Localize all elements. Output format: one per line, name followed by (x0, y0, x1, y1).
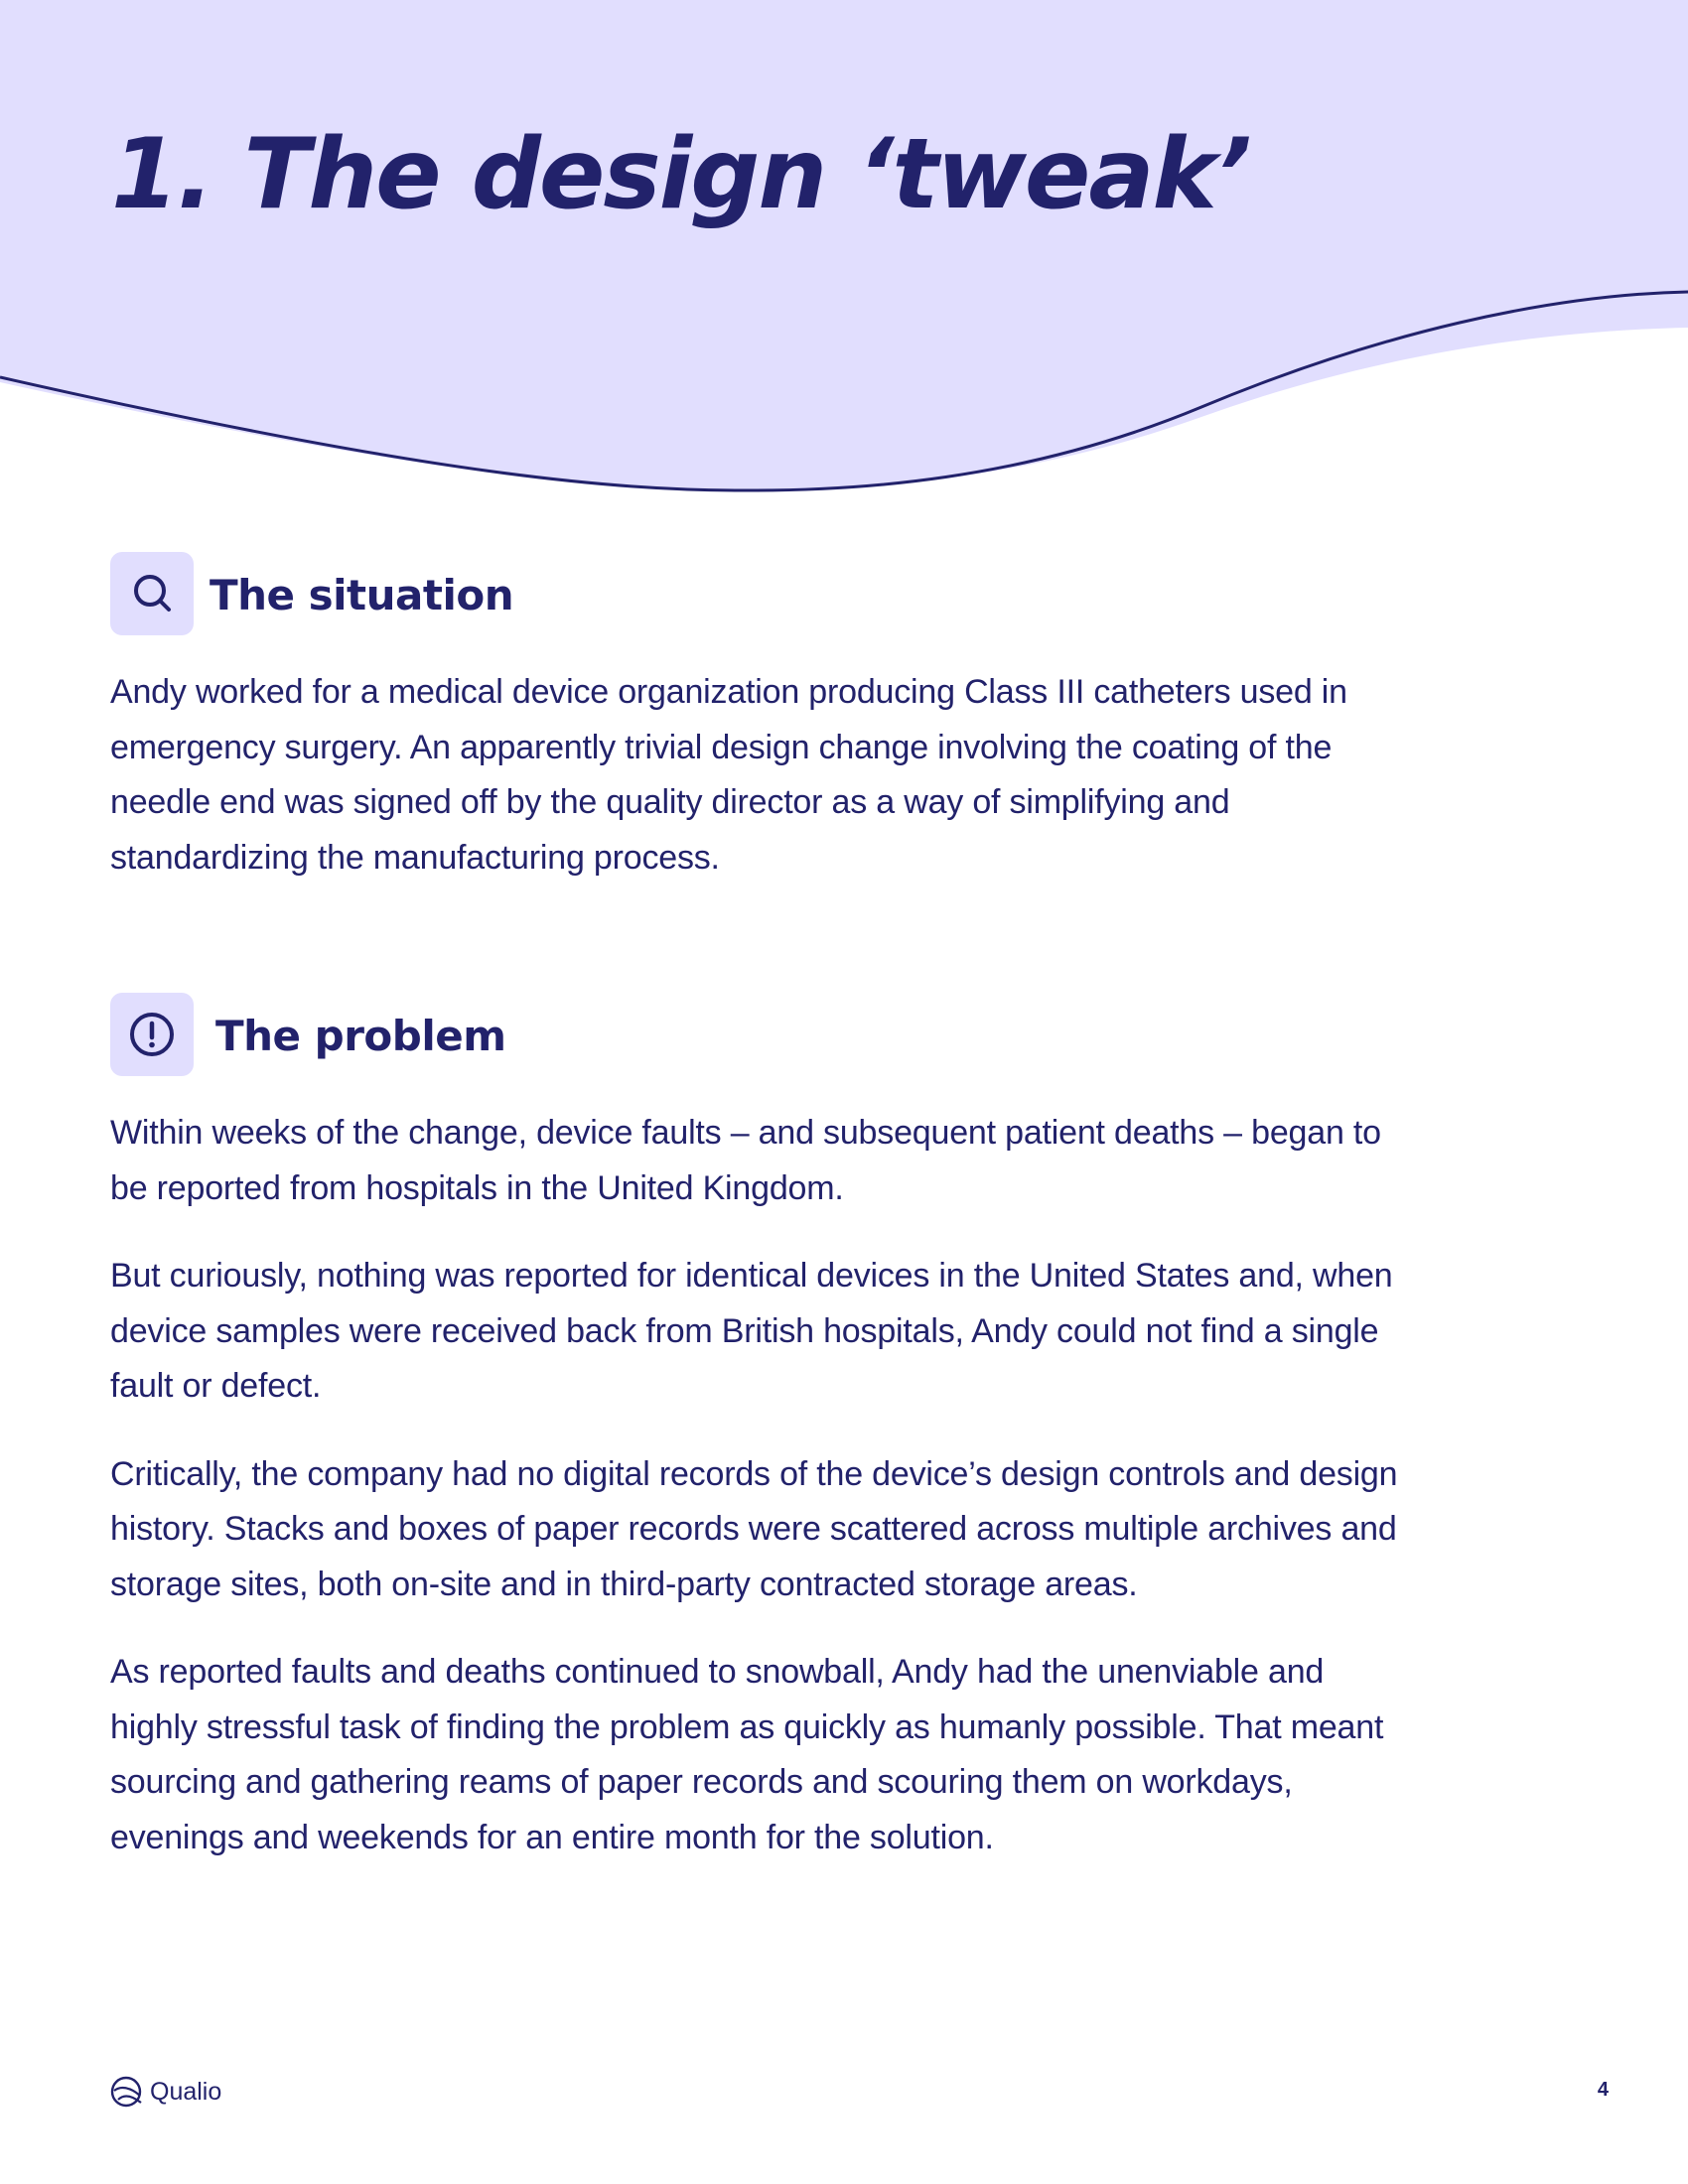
page-number: 4 (1597, 2079, 1609, 2101)
body-paragraph: Andy worked for a medical device organization producing Class III catheters used in emergency surgery. An apparently trivial design change involving the coating of the needle end was signed off by the quality director as a way of simplifying and standardizing the manufacturing process. (110, 673, 1347, 877)
header-wave-background (0, 0, 1688, 516)
qualio-logo-icon (110, 2075, 144, 2109)
section-body (110, 1106, 1401, 1865)
search-icon (110, 552, 194, 635)
brand-name: Qualio (150, 2078, 222, 2106)
body-paragraph: Critically, the company had no digital records of the device’s design controls and design history. Stacks and boxes of paper records were scattered across multiple archives and storage sites, both on-site and in third-party contracted storage areas. (110, 1454, 1398, 1603)
section-heading: The situation (210, 571, 514, 619)
section-header (110, 993, 1401, 1076)
body-paragraph: But curiously, nothing was reported for identical devices in the United States and, when device samples were received back from British hospitals, Andy could not find a single fault or defect. (110, 1257, 1393, 1405)
section-situation (110, 552, 1401, 886)
section-heading: The problem (215, 1012, 506, 1060)
alert-circle-icon (110, 993, 194, 1076)
section-header (110, 552, 1401, 635)
page-title: 1. The design ‘tweak’ (111, 118, 1250, 231)
body-paragraph: As reported faults and deaths continued to snowball, Andy had the unenviable and highly stressful task of finding the problem as quickly as humanly possible. That meant sourcing and gathering reams of paper records and scouring them on workdays, evenings and weekends for an entire month for the solution. (110, 1653, 1384, 1856)
body-paragraph: Within weeks of the change, device faults – and subsequent patient deaths – began to be reported from hospitals in the United Kingdom. (110, 1114, 1381, 1207)
section-problem (110, 993, 1401, 1865)
section-body (110, 665, 1401, 886)
